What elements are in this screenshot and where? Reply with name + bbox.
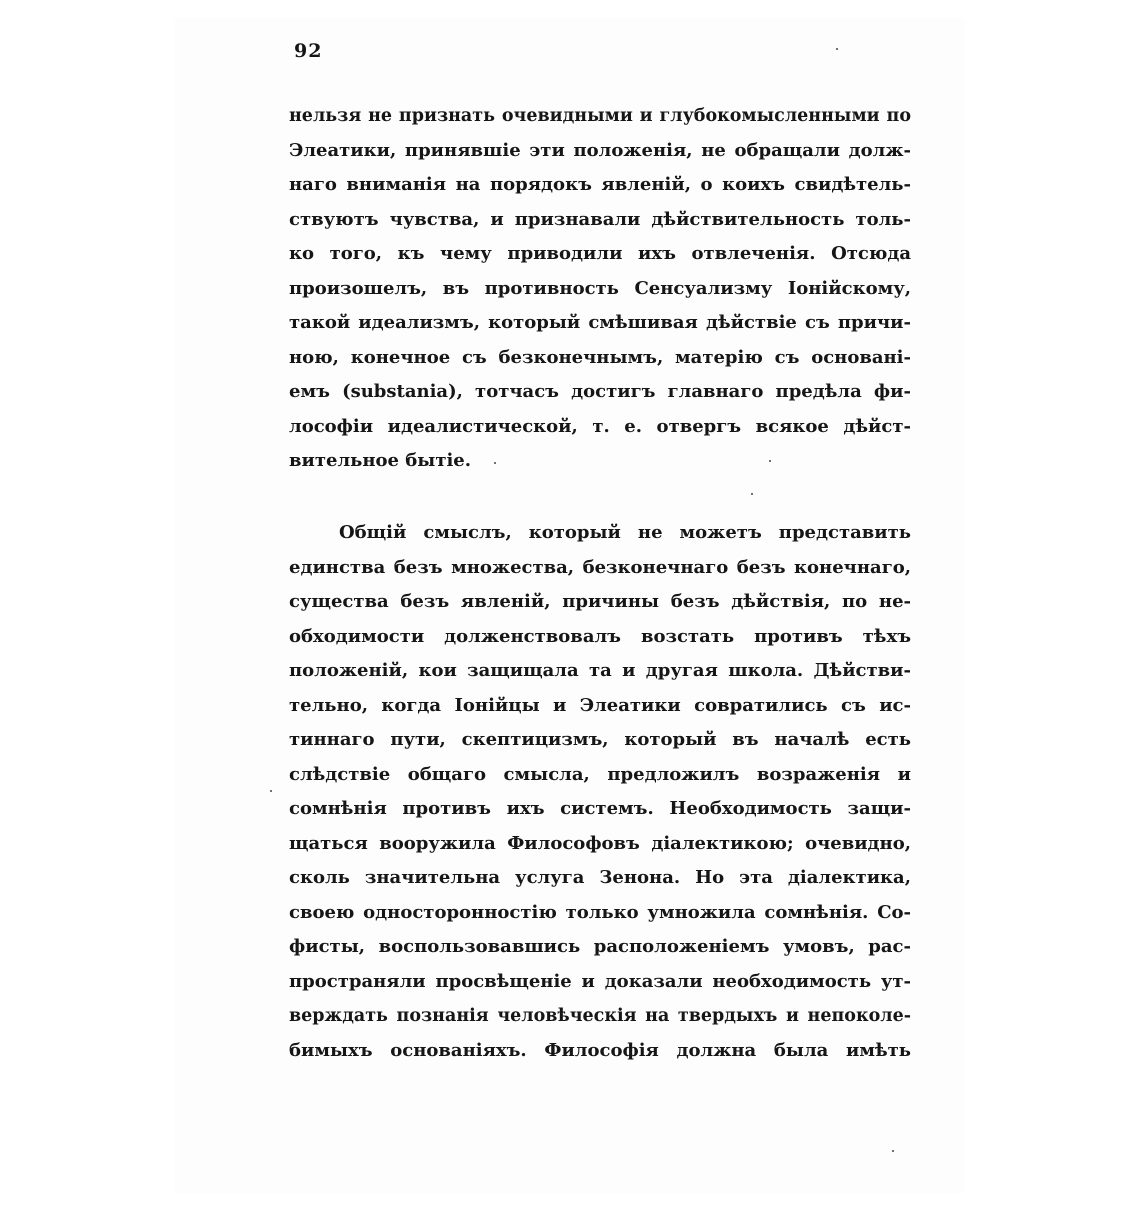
text-line: тиннаго пути, скептицизмъ, который въ началѣ есть bbox=[289, 729, 911, 750]
text-line: наго вниманія на порядокъ явленій, о коихъ свидѣтель- bbox=[289, 174, 911, 195]
paragraph-2 bbox=[289, 516, 911, 1068]
text-line: сомнѣнія противъ ихъ системъ. Необходимость защи- bbox=[289, 798, 911, 819]
text-line: тельно, когда Іонійцы и Элеатики совратились съ ис- bbox=[289, 694, 911, 716]
scan-speck bbox=[892, 1150, 894, 1152]
scan-speck bbox=[494, 462, 496, 464]
text-line: ко того, къ чему приводили ихъ отвлеченія. Отсюда bbox=[289, 243, 911, 264]
text-line: произошелъ, въ противность Сенсуализму Іонійскому, bbox=[289, 277, 911, 299]
text-line: пространяли просвѣщеніе и доказали необходимость ут- bbox=[289, 970, 911, 992]
text-line: сколь значительна услуга Зенона. Но эта діалектика, bbox=[289, 867, 911, 888]
text-line: такой идеализмъ, который смѣшивая дѣйствіе съ причи- bbox=[289, 312, 911, 333]
text-line: верждать познанія человѣческія на твердыхъ и непоколе- bbox=[289, 1006, 911, 1026]
text-line: ствуютъ чувства, и признавали дѣйствительность толь- bbox=[289, 208, 911, 230]
page-number: 92 bbox=[294, 40, 323, 62]
text-line: бимыхъ основаніяхъ. Философія должна была имѣть bbox=[289, 1039, 911, 1061]
paragraph-1 bbox=[289, 99, 911, 479]
scan-speck bbox=[769, 460, 771, 462]
text-line: лософіи идеалистической, т. е. отвергъ всякое дѣйст- bbox=[289, 415, 911, 437]
scan-speck bbox=[751, 493, 753, 495]
text-line: Общій смыслъ, который не можетъ представить bbox=[339, 522, 911, 543]
text-line: ною, конечное съ безконечнымъ, матерію съ основані- bbox=[289, 346, 911, 368]
text-line: емъ (substania), тотчасъ достигъ главнаго предѣла фи- bbox=[289, 381, 911, 402]
text-line: Элеатики, принявшіе эти положенія, не обращали долж- bbox=[289, 139, 911, 161]
text-line: вительное бытіе. bbox=[289, 450, 472, 471]
text-line: щаться вооружила Философовъ діалектикою; очевидно, bbox=[289, 832, 911, 854]
text-line: фисты, воспользовавшись расположеніемъ умовъ, рас- bbox=[289, 936, 911, 957]
text-line: слѣдствіе общаго смысла, предложилъ возраженія и bbox=[289, 763, 911, 785]
text-line: положеній, кои защищала та и другая школа. Дѣйстви- bbox=[289, 660, 911, 681]
scan-speck bbox=[836, 48, 838, 50]
text-line: существа безъ явленій, причины безъ дѣйствія, по не- bbox=[289, 591, 911, 612]
text-line: обходимости долженствовалъ возстать противъ тѣхъ bbox=[289, 625, 911, 647]
text-line: своею односторонностію только умножила сомнѣнія. Со- bbox=[289, 901, 911, 923]
text-line: единства безъ множества, безконечнаго безъ конечнаго, bbox=[289, 556, 911, 578]
scan-speck bbox=[270, 790, 272, 792]
text-line: нельзя не признать очевидными и глубокомысленными по bbox=[289, 106, 911, 126]
